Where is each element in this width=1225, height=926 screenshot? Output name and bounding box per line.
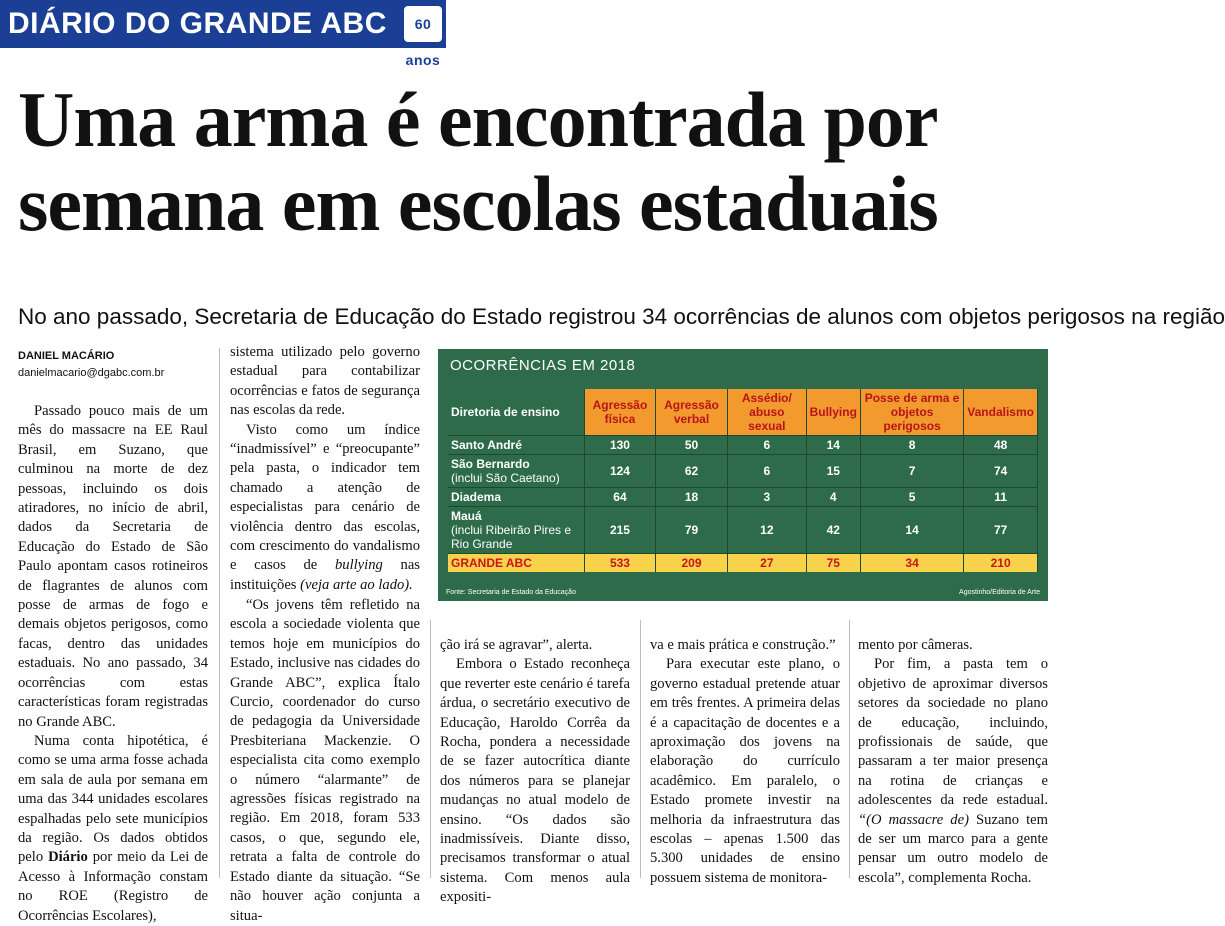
row-label [448, 436, 585, 455]
table-cell: 124 [585, 455, 656, 488]
column-divider [849, 620, 850, 878]
total-cell: 533 [585, 554, 656, 573]
table-header-row [448, 389, 1038, 436]
column-divider [640, 620, 641, 878]
paragraph: mento por câmeras. [858, 637, 973, 653]
italic-term: bullying [334, 557, 383, 574]
paragraph [858, 655, 1048, 888]
column-divider [430, 620, 431, 878]
table-cell: 42 [806, 507, 860, 554]
article-column-5 [858, 636, 1048, 888]
row-name: Santo André [451, 438, 522, 452]
table-cell: 6 [728, 436, 807, 455]
article-column-4 [650, 636, 840, 888]
table-row [448, 455, 1038, 488]
column-header: Agressão verbal [655, 389, 727, 436]
paragraph: Para executar este plano, o governo estadual pretende atuar em três frentes. A primeira delas é a capacitação de docentes e a aproximação dos jovens na elaboração do currículo acadêmico. Em paralelo, o Estado promete investir na melhoria da infraestrutura das escolas – apenas 1.500 das 5.300 unidades de ensino possuem sistema de monitora- [650, 656, 840, 886]
paragraph: sistema utilizado pelo governo estadual para contabilizar ocorrências e fatos de segurança nas escolas da rede. [230, 344, 420, 419]
row-label [448, 455, 585, 488]
table-row [448, 488, 1038, 507]
table-cell: 50 [655, 436, 727, 455]
subhead: No ano passado, Secretaria de Educação do Estado registrou 34 ocorrências de alunos com objetos perigosos na região [18, 304, 1225, 329]
table-body [448, 436, 1038, 573]
table-cell: 3 [728, 488, 807, 507]
table-row [448, 507, 1038, 554]
column-header: Vandalismo [964, 389, 1038, 436]
total-cell: 75 [806, 554, 860, 573]
table-cell: 48 [964, 436, 1038, 455]
table-cell: 11 [964, 488, 1038, 507]
chart-title: OCORRÊNCIAS EM 2018 [450, 357, 636, 374]
column-header: Diretoria de ensino [448, 389, 585, 436]
table-cell: 4 [806, 488, 860, 507]
table-cell: 7 [860, 455, 963, 488]
text-run: Numa conta hipotética, é como se uma arma fosse achada em sala de aula por semana em uma das 344 unidades escolares espalhadas pelo sete municípios da região. Os dados obtidos pelo [18, 732, 208, 866]
column-header: Posse de arma e objetos perigosos [860, 389, 963, 436]
row-label [448, 488, 585, 507]
table-cell: 77 [964, 507, 1038, 554]
table-cell: 79 [655, 507, 727, 554]
paragraph: va e mais prática e construção.” [650, 637, 836, 653]
article-column-3 [440, 636, 630, 908]
column-header: Agressão física [585, 389, 656, 436]
total-row [448, 554, 1038, 573]
paragraph [230, 421, 420, 596]
occurrences-table [448, 389, 1038, 572]
masthead-title: DIÁRIO DO GRANDE ABC [8, 7, 387, 40]
row-subtitle: (inclui Ribeirão Pires e Rio Grande [451, 523, 572, 551]
table-cell: 130 [585, 436, 656, 455]
table-cell: 8 [860, 436, 963, 455]
text-run: nas instituições [230, 557, 420, 593]
table-cell: 14 [806, 436, 860, 455]
chart-credit: Agostinho/Editoria de Arte [959, 589, 1040, 596]
chart-source: Fonte: Secretaria de Estado da Educação [446, 589, 576, 596]
table-cell: 18 [655, 488, 727, 507]
masthead [0, 0, 446, 68]
newspaper-name: Diário [48, 849, 88, 866]
table-cell: 64 [585, 488, 656, 507]
row-name: Diadema [451, 490, 502, 504]
paragraph: Embora o Estado reconheça que reverter este cenário é tarefa árdua, o secretário executivo de Educação, Haroldo Corrêa da Rocha, pondera a necessidade de se fazer autocrítica diante dos números para se planejar mudanças no atual modelo de ensino. “Os dados são inadmissíveis. Diante disso, precisamos transformar o atual sistema. Com menos aula expositi- [440, 656, 630, 906]
row-name: São Bernardo [451, 457, 530, 471]
byline-author: DANIEL MACÁRIO [18, 350, 115, 362]
article-column-1 [18, 402, 208, 926]
paragraph: “Os jovens têm refletido na escola a sociedade violenta que temos hoje em municípios do Estado, inclusive nas cidades do Grande ABC”, explica Ítalo Curcio, coordenador do curso de pedagogia da Universidade Presbiteriana Mackenzie. O especialista cita como exemplo o número “alarmante” de agressões físicas registrado na região. Em 2018, foram 533 casos, o que, segundo ele, retrata a falta de controle do Estado diante da situação. “Se não houver ação conjunta a situa- [230, 597, 420, 924]
table-cell: 74 [964, 455, 1038, 488]
italic-note: (veja arte ao lado). [300, 576, 413, 593]
italic-quote: “(O massacre de) [858, 811, 969, 828]
total-label: GRANDE ABC [448, 554, 585, 573]
byline [18, 348, 164, 382]
row-label [448, 507, 585, 554]
row-name: Mauá [451, 509, 482, 523]
total-cell: 27 [728, 554, 807, 573]
paragraph [18, 732, 208, 926]
occurrences-infographic [438, 349, 1048, 601]
table-cell: 6 [728, 455, 807, 488]
byline-email: danielmacario@dgabc.com.br [18, 367, 165, 379]
table-cell: 62 [655, 455, 727, 488]
row-subtitle: (inclui São Caetano) [451, 471, 560, 485]
text-run: Suzano tem de ser um marco para a gente pensar um outro modelo de escola”, complementa Rocha. [858, 811, 1048, 886]
article-column-2-continued [230, 596, 420, 926]
article-column-2 [230, 343, 420, 595]
anniversary-badge: 60 anos [404, 6, 442, 42]
column-header: Assédio/ abuso sexual [728, 389, 807, 436]
total-cell: 210 [964, 554, 1038, 573]
paragraph: Passado pouco mais de um mês do massacre na EE Raul Brasil, em Suzano, que culminou na morte de dez pessoas, incluindo os dois atiradores, no início de abril, dados da Secretaria de Educação do Estado de São Paulo apontam casos rotineiros de flagrantes de alunos com posse de armas de fogo e demais objetos perigosos, como facas, dentro das unidades estaduais. No ano passado, 34 ocorrências com estas características foram registradas no Grande ABC. [18, 403, 208, 730]
text-run: Por fim, a pasta tem o objetivo de aproximar diversos setores da sociedade no plano de educação, incluindo, profissionais de saúde, que passaram a ter maior presença na rotina de crianças e adolescentes da rede estadual. [858, 656, 1048, 809]
total-cell: 209 [655, 554, 727, 573]
table-cell: 14 [860, 507, 963, 554]
table-cell: 5 [860, 488, 963, 507]
table-cell: 12 [728, 507, 807, 554]
table-row [448, 436, 1038, 455]
table-cell: 215 [585, 507, 656, 554]
column-header: Bullying [806, 389, 860, 436]
text-run: por meio da Lei de Acesso à Informação constam no ROE (Registro de Ocorrências Escolares), [18, 849, 208, 924]
text-run: Visto como um índice “inadmissível” e “preocupante” pela pasta, o indicador tem chamado a atenção de especialistas para cenário de violência dentro das escolas, com crescimento do vandalismo e casos de [230, 421, 420, 574]
total-cell: 34 [860, 554, 963, 573]
column-divider [219, 348, 220, 878]
table-cell: 15 [806, 455, 860, 488]
paragraph: ção irá se agravar”, alerta. [440, 637, 593, 653]
headline: Uma arma é encontrada por semana em escolas estaduais [18, 76, 938, 247]
